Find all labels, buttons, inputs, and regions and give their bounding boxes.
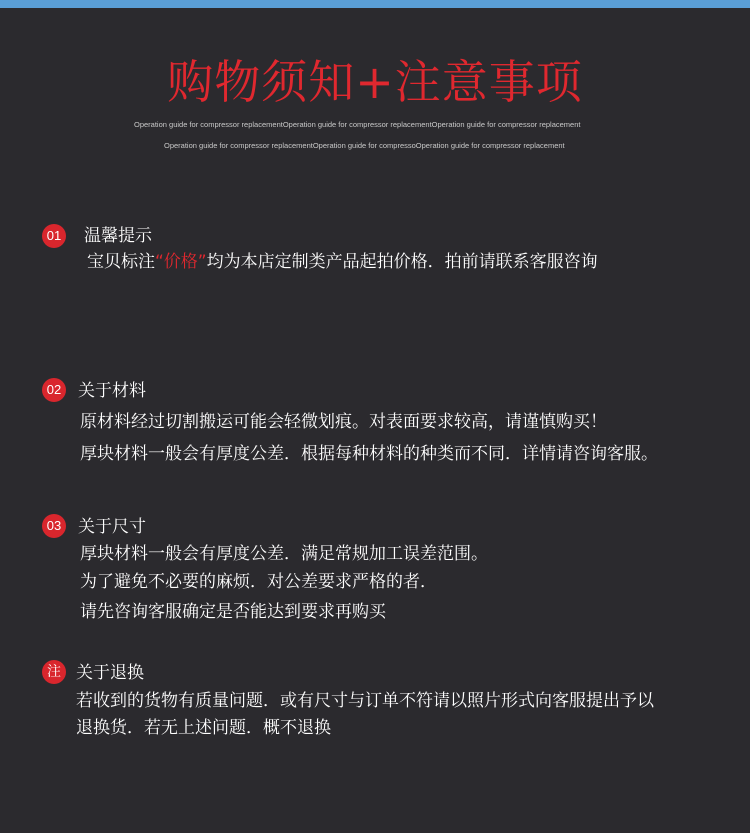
section-badge: 02 (42, 378, 66, 402)
section-line: 为了避免不必要的麻烦．对公差要求严格的者． (80, 572, 437, 592)
section-badge: 01 (42, 224, 66, 248)
section-badge: 注 (42, 660, 66, 684)
subtitle-line-2: Operation guide for compressor replacementOperation guide for compressoOperation guide for compressor replacement (164, 141, 565, 150)
section-line: 退换货．若无上述问题．概不退换 (76, 718, 331, 738)
section-line: 厚块材料一般会有厚度公差．根据每种材料的种类而不同．详情请咨询客服。 (80, 444, 658, 464)
section-line: 请先咨询客服确定是否能达到要求再购买 (80, 602, 386, 622)
section-heading: 温馨提示 (84, 226, 152, 246)
price-highlight: “价格” (155, 252, 207, 272)
section-heading: 关于退换 (76, 663, 144, 683)
page-title: 购物须知+注意事项 (167, 55, 583, 109)
section-line: 若收到的货物有质量问题．或有尺寸与订单不符请以照片形式向客服提出予以 (76, 691, 654, 711)
line-text-post: 均为本店定制类产品起拍价格．拍前请联系客服咨询 (206, 252, 598, 272)
top-accent-bar (0, 0, 750, 8)
section-heading: 关于材料 (78, 381, 146, 401)
subtitle-line-1: Operation guide for compressor replacementOperation guide for compressor replacementOperation guide for compressor replacement (134, 120, 581, 129)
section-line: 原材料经过切割搬运可能会轻微划痕。对表面要求较高，请谨慎购买！ (80, 412, 607, 432)
section-heading: 关于尺寸 (78, 517, 146, 537)
section-line (87, 251, 598, 273)
section-badge: 03 (42, 514, 66, 538)
section-line: 厚块材料一般会有厚度公差．满足常规加工误差范围。 (80, 544, 488, 564)
line-text-pre: 宝贝标注 (87, 252, 155, 272)
